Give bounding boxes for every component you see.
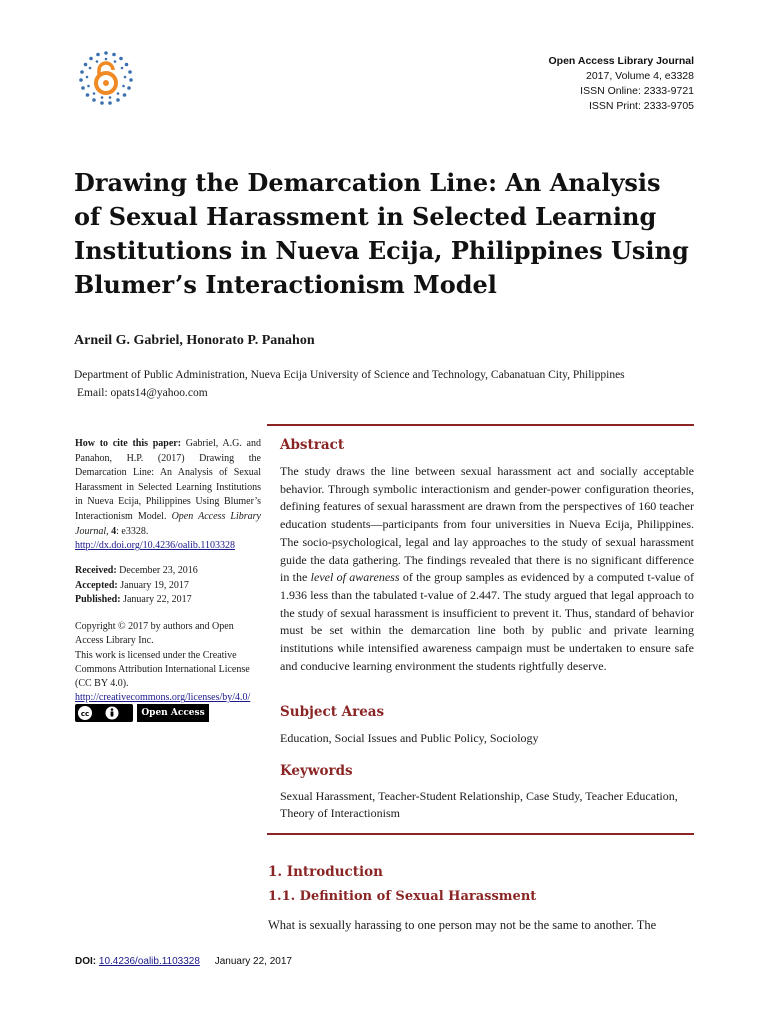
issn-print: ISSN Print: 2333-9705 <box>588 100 694 112</box>
subject-areas-heading: Subject Areas <box>280 704 385 720</box>
citation-block <box>75 437 261 554</box>
journal-name: Open Access Library Journal <box>548 55 694 67</box>
dates-block <box>75 564 261 608</box>
received-label: Received: <box>75 565 117 576</box>
abstract-heading: Abstract <box>280 437 345 453</box>
affiliation: Department of Public Administration, Nueva Ecija University of Science and Technology, Cabanatuan City, Philippines <box>74 369 625 381</box>
svg-text:cc: cc <box>80 710 90 718</box>
license-link[interactable]: http://creativecommons.org/licenses/by/4.0/ <box>75 692 251 704</box>
accepted-label: Accepted: <box>75 579 118 591</box>
published-label: Published: <box>75 594 121 605</box>
footer-doi-link[interactable]: 10.4236/oalib.1103328 <box>98 956 200 967</box>
creative-commons-by-icon[interactable] <box>75 704 133 722</box>
introduction-heading: 1. Introduction <box>268 864 383 880</box>
abstract-top-rule <box>267 424 694 426</box>
email: Email: opats14@yahoo.com <box>77 387 208 399</box>
abstract-bottom-rule <box>267 833 694 835</box>
abstract-text-before: The study draws the line between sexual harassment act and socially acceptable behavior. Through symbolic interactionism and gender-power configuration theories, defining features of sexual harassment are drawn from the perspectives of 160 teacher education students—participants from four universities in Nueva Ecija, Philippines. The socio-psychological, legal and lay approaches to the study of sexual harassment guide the data gathering. The findings revealed that there is no significant difference in the <box>280 464 694 585</box>
cite-label: How to cite this paper: <box>75 438 182 449</box>
authors: Arneil G. Gabriel, Honorato P. Panahon <box>74 333 315 348</box>
definition-subheading: 1.1. Definition of Sexual Harassment <box>268 889 537 904</box>
open-access-badge[interactable]: Open Access <box>137 704 209 722</box>
license-text: This work is licensed under the Creative Commons Attribution International License (CC BY 4.0). <box>75 649 250 690</box>
abstract-text-after: of the group samples as evidenced by a computed t-value of 1.936 less than the tabulated t-value of 2.447. The study argued that legal approach to the study of sexual harassment is insufficient to prevent it. Thus, standard of behavior must be set within the demarcation line both by public and private learning institutions while intensified awareness campaign must be undertaken to ensure safe and conducive learning environment the students rightfully deserve. <box>280 570 695 673</box>
cite-journal: Open Access Library Journal, <box>75 510 261 537</box>
cite-doi-link[interactable]: http://dx.doi.org/10.4236/oalib.1103328 <box>75 540 235 552</box>
received-date: December 23, 2016 <box>119 565 198 576</box>
cite-article: : e3328. <box>116 525 149 537</box>
cite-text: Gabriel, A.G. and Panahon, H.P. (2017) Drawing the Demarcation Line: An Analysis of Sexual Harassment in Selected Learning Institutions in Nueva Ecija, Philippines Using Blumer’s Interactionism Model. <box>75 438 261 522</box>
published-date: January 22, 2017 <box>123 594 192 605</box>
abstract-text-italic: level of awareness <box>310 570 400 585</box>
copyright-block <box>75 620 261 706</box>
license-badges <box>75 704 209 722</box>
keywords-text: Sexual Harassment, Teacher-Student Relationship, Case Study, Teacher Education, Theory of Interactionism <box>280 789 678 820</box>
open-access-lock-logo-icon <box>78 50 134 106</box>
journal-volume: 2017, Volume 4, e3328 <box>585 70 694 82</box>
introduction-text: What is sexually harassing to one person may not be the same to another. The <box>268 918 657 932</box>
keywords-heading: Keywords <box>280 763 353 779</box>
subject-areas-text: Education, Social Issues and Public Policy, Sociology <box>280 731 539 745</box>
accepted-date: January 19, 2017 <box>120 579 189 591</box>
footer <box>75 956 292 967</box>
footer-doi-label: DOI: <box>75 956 97 967</box>
cite-volume: 4 <box>111 525 117 537</box>
journal-logo <box>78 50 134 106</box>
journal-info <box>549 54 695 114</box>
copyright-text: Copyright © 2017 by authors and Open Access Library Inc. <box>75 621 234 647</box>
issn-online: ISSN Online: 2333-9721 <box>580 85 694 97</box>
abstract-text <box>280 463 694 675</box>
footer-date: January 22, 2017 <box>214 956 292 967</box>
article-title: Drawing the Demarcation Line: An Analysis of Sexual Harassment in Selected Learning Institutions in Nueva Ecija, Philippines Using Blumer’s Interactionism Model <box>74 168 689 299</box>
